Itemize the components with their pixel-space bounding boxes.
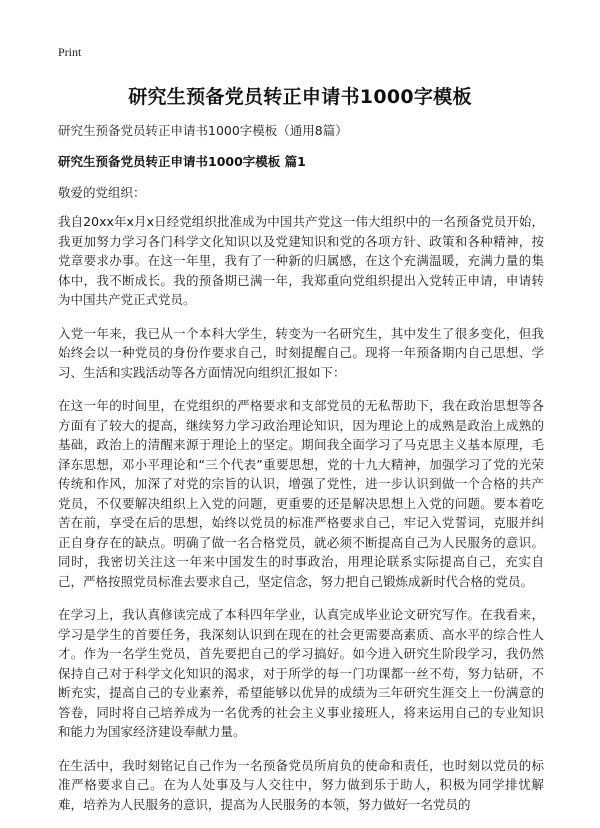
paragraph: 入党一年来，我已从一个本科大学生，转变为一名研究生，其中发生了很多变化，但我始终会以一种党员的身份作要求自己，时刻提醒自己。现将一年预备期内自己思想、学习、生活和实践活动等各方面情况向组织汇报如下： — [58, 325, 544, 380]
document-subtitle: 研究生预备党员转正申请书1000字模板（通用8篇） — [58, 123, 348, 138]
section-heading: 研究生预备党员转正申请书1000字模板 篇1 — [58, 154, 306, 169]
paragraph: 我自20xx年x月x日经党组织批准成为中国共产党这一伟大组织中的一名预备党员开始，我更加努力学习各门科学文化知识以及党建知识和党的各项方针、政策和各种精神，按党章要求办事。在这一年里，我有了一种新的归属感，在这个充满温暖，充满力量的集体中，我不断成长。我的预备期已满一年，我郑重向党组织提出入党转正申请，申请转为中国共产党正式党员。 — [58, 214, 544, 307]
print-link[interactable]: Print — [58, 45, 82, 59]
page-title: 研究生预备党员转正申请书1000字模板 — [128, 86, 472, 108]
paragraph: 在这一年的时间里，在党组织的严格要求和支部党员的无私帮助下，我在政治思想等各方面有了较大的提高，继续努力学习政治理论知识，因为理论上的成熟是政治上成熟的基础，政治上的清醒来源于理论上的坚定。期间我全面学习了马克思主义基本原理，毛泽东思想，邓小平理论和“三个代表”重要思想，党的十九大精神，加强学习了党的光荣传统和作风，加深了对党的宗旨的认识，增强了党性，进一步认识到做一个合格的共产党员，不仅要解决组织上入党的问题，更重要的还是解决思想上入党的问题。要本着吃苦在前，享受在后的思想，始终以党员的标准严格要求自己，牢记入党誓词，克服并纠正自身存在的缺点。明确了做一名合格党员，就必须不断提高自己为人民服务的意识。同时，我密切关注这一年来中国发生的时事政治，用理论联系实际提高自己，充实自己，严格按照党员标准去要求自己，坚定信念，努力把自己锻炼成新时代合格的党员。 — [58, 398, 544, 589]
paragraph: 在学习上，我认真修读完成了本科四年学业，认真完成毕业论文研究写作。在我看来，学习是学生的首要任务，我深刻认识到在现在的社会更需要高素质、高水平的综合性人才。作为一名学生党员，首先要把自己的学习搞好。如今进入研究生阶段学习，我仍然保持自己对于科学文化知识的渴求，对于所学的每一门功课都一丝不苟，努力钻研，不断充实，提高自己的专业素养，希望能够以优异的成绩为三年研究生涯交上一份满意的答卷，同时将自己培养成为一名优秀的社会主义事业接班人，将来运用自己的专业知识和能力为国家经济建设奉献力量。 — [58, 607, 544, 739]
body-text — [58, 212, 544, 828]
paragraph: 在生活中，我时刻铭记自己作为一名预备党员所肩负的使命和责任，也时刻以党员的标准严格要求自己。在为人处事及与人交往中，努力做到乐于助人，积极为同学排忧解难，培养为人民服务的意识，提高为人民服务的本领，努力做好一名党员的 — [58, 757, 544, 812]
salutation: 敬爱的党组织： — [58, 185, 146, 200]
